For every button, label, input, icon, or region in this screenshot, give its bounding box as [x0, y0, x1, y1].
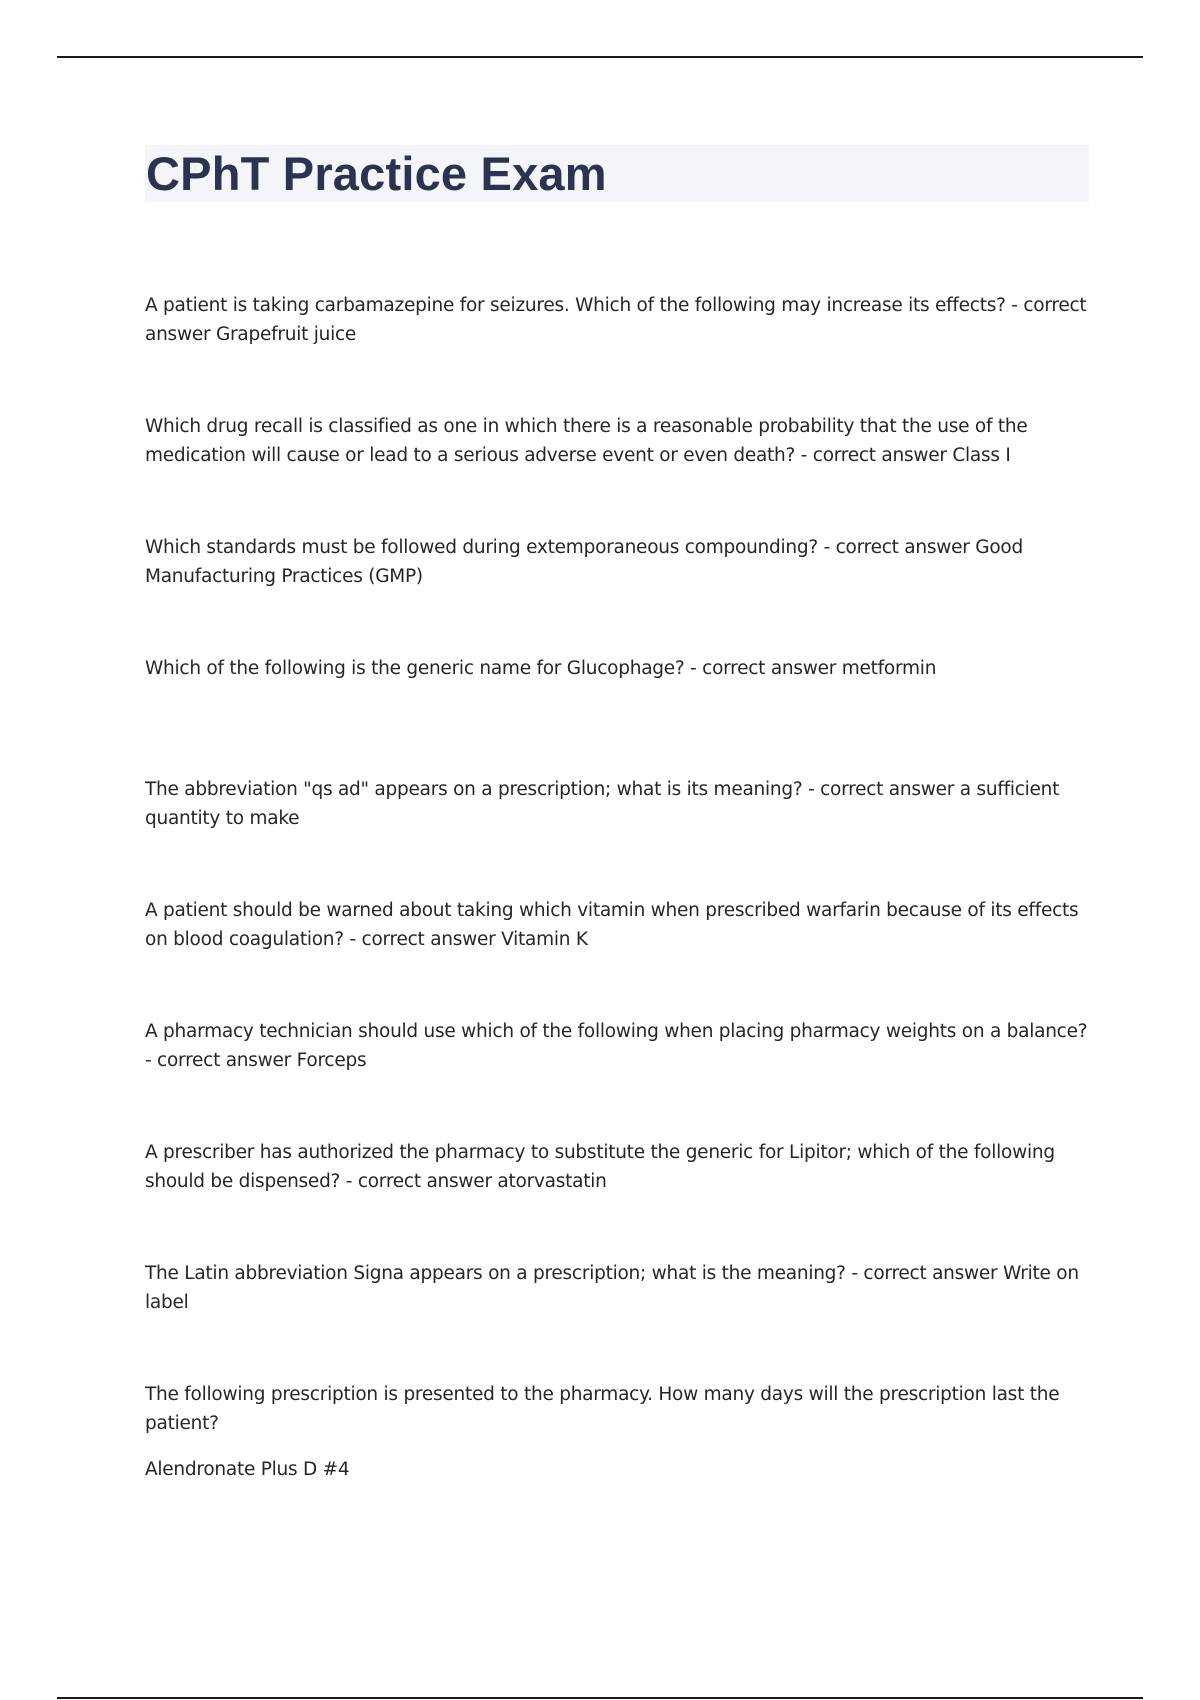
question-text: The Latin abbreviation Signa appears on a prescription; what is the meaning? - correct answer Write on label	[145, 1263, 1079, 1313]
question-item-3	[145, 533, 1090, 654]
question-item-4	[145, 654, 1090, 775]
question-text: A patient is taking carbamazepine for seizures. Which of the following may increase its effects? - correct answer Grapefruit juice	[145, 295, 1087, 345]
question-text: A patient should be warned about taking which vitamin when prescribed warfarin because of its effects on blood coagulation? - correct answer Vitamin K	[145, 900, 1079, 950]
question-text: Which of the following is the generic name for Glucophage? - correct answer metformin	[145, 658, 937, 679]
question-text: The following prescription is presented to the pharmacy. How many days will the prescription last the patient?	[145, 1384, 1060, 1434]
question-item-6	[145, 896, 1090, 1017]
question-item-8	[145, 1138, 1090, 1259]
question-text: Which drug recall is classified as one in which there is a reasonable probability that the use of the medication will cause or lead to a serious adverse event or even death? - correct answer Class I	[145, 416, 1028, 466]
question-text: A pharmacy technician should use which of the following when placing pharmacy weights on a balance? - correct answer Forceps	[145, 1021, 1088, 1071]
prescription-line: Alendronate Plus D #4	[145, 1459, 350, 1480]
question-item-10	[145, 1380, 1090, 1484]
question-item-1	[145, 291, 1090, 412]
question-text: Which standards must be followed during extemporaneous compounding? - correct answer Good Manufacturing Practices (GMP)	[145, 537, 1023, 587]
question-list	[145, 291, 1090, 1484]
question-text: A prescriber has authorized the pharmacy to substitute the generic for Lipitor; which of the following should be dispensed? - correct answer atorvastatin	[145, 1142, 1055, 1192]
top-rule	[57, 56, 1143, 58]
question-item-9	[145, 1259, 1090, 1380]
bottom-rule	[57, 1697, 1143, 1699]
question-text: The abbreviation "qs ad" appears on a prescription; what is its meaning? - correct answer a sufficient quantity to make	[145, 779, 1060, 829]
question-item-5	[145, 775, 1090, 896]
question-item-7	[145, 1017, 1090, 1138]
page-title: CPhT Practice Exam	[146, 147, 607, 200]
question-item-2	[145, 412, 1090, 533]
